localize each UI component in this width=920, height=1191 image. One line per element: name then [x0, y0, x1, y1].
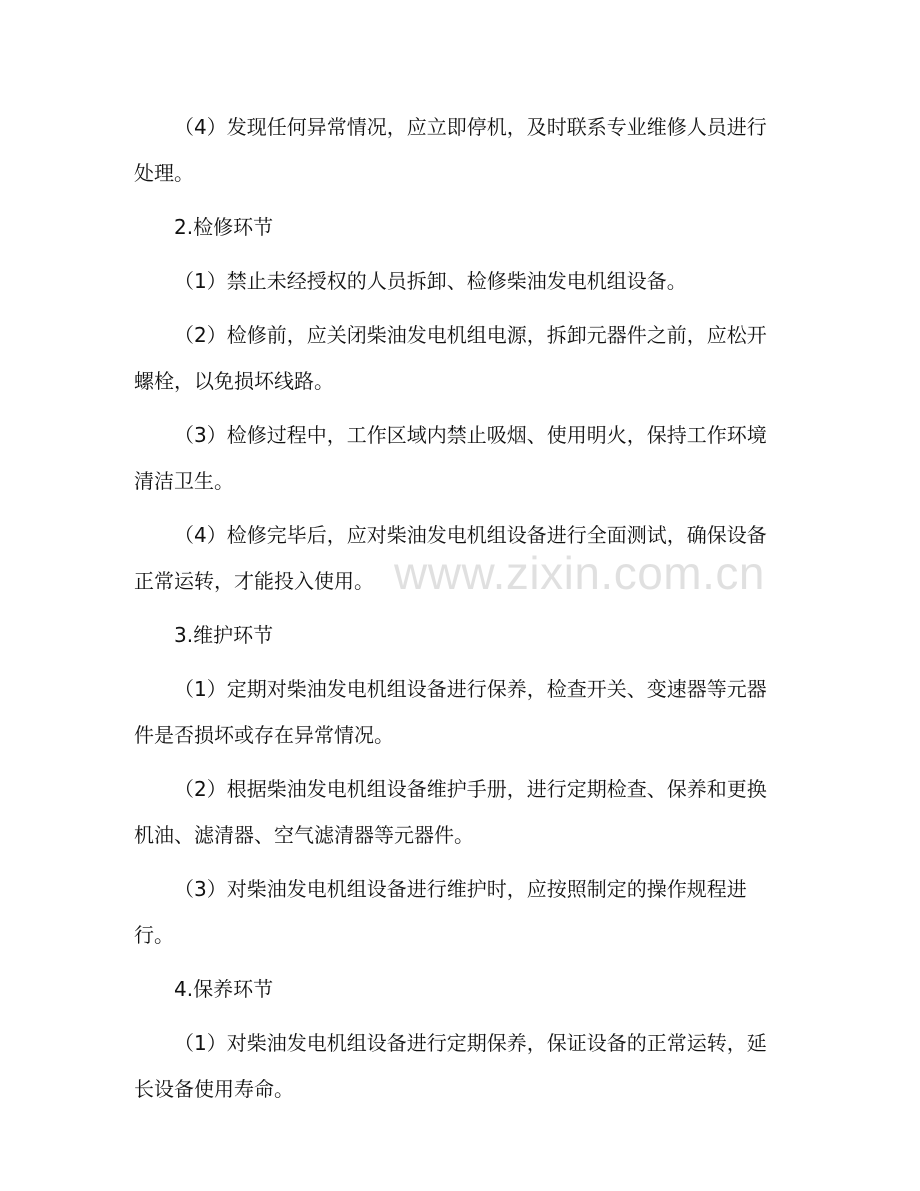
paragraph-item-3-maintenance: （3）对柴油发电机组设备进行维护时，应按照制定的操作规程进行。: [134, 877, 747, 947]
paragraph-gap: [134, 250, 786, 258]
paragraph-item-4: （4）发现任何异常情况，应立即停机，及时联系专业维修人员进行处理。: [134, 115, 767, 185]
paragraph-item-1-upkeep: （1）对柴油发电机组设备进行定期保养，保证设备的正常运转，延长设备使用寿命。: [134, 1031, 767, 1101]
paragraph-gap: [134, 1012, 786, 1020]
paragraph-item-4-repair: （4）检修完毕后，应对柴油发电机组设备进行全面测试，确保设备正常运转，才能投入使用。: [134, 523, 767, 593]
paragraph-item-2: （2）检修前，应关闭柴油发电机组电源，拆卸元器件之前，应松开螺栓，以免损坏线路。: [134, 323, 767, 393]
paragraph-gap: [134, 658, 786, 666]
paragraph-gap: [134, 196, 786, 204]
paragraph-item-1: （1）禁止未经授权的人员拆卸、检修柴油发电机组设备。: [174, 269, 687, 293]
section-heading-maintenance-repair: 2.检修环节: [174, 215, 274, 239]
document-content: [134, 104, 786, 1112]
paragraph-gap: [134, 304, 786, 312]
paragraph-item-2-maintenance: （2）根据柴油发电机组设备维护手册，进行定期检查、保养和更换机油、滤清器、空气滤清器等元器件。: [134, 777, 767, 847]
paragraph-gap: [134, 958, 786, 966]
section-heading-maintenance: 3.维护环节: [174, 623, 274, 647]
section-heading-upkeep: 4.保养环节: [174, 977, 274, 1001]
paragraph-gap: [134, 758, 786, 766]
paragraph-item-1-maintenance: （1）定期对柴油发电机组设备进行保养，检查开关、变速器等元器件是否损坏或存在异常情况。: [134, 677, 767, 747]
paragraph-gap: [134, 604, 786, 612]
paragraph-gap: [134, 504, 786, 512]
paragraph-gap: [134, 404, 786, 412]
paragraph-gap: [134, 858, 786, 866]
paragraph-item-3: （3）检修过程中，工作区域内禁止吸烟、使用明火，保持工作环境清洁卫生。: [134, 423, 767, 493]
watermark-text: www.zixin.com.cn: [394, 547, 765, 599]
